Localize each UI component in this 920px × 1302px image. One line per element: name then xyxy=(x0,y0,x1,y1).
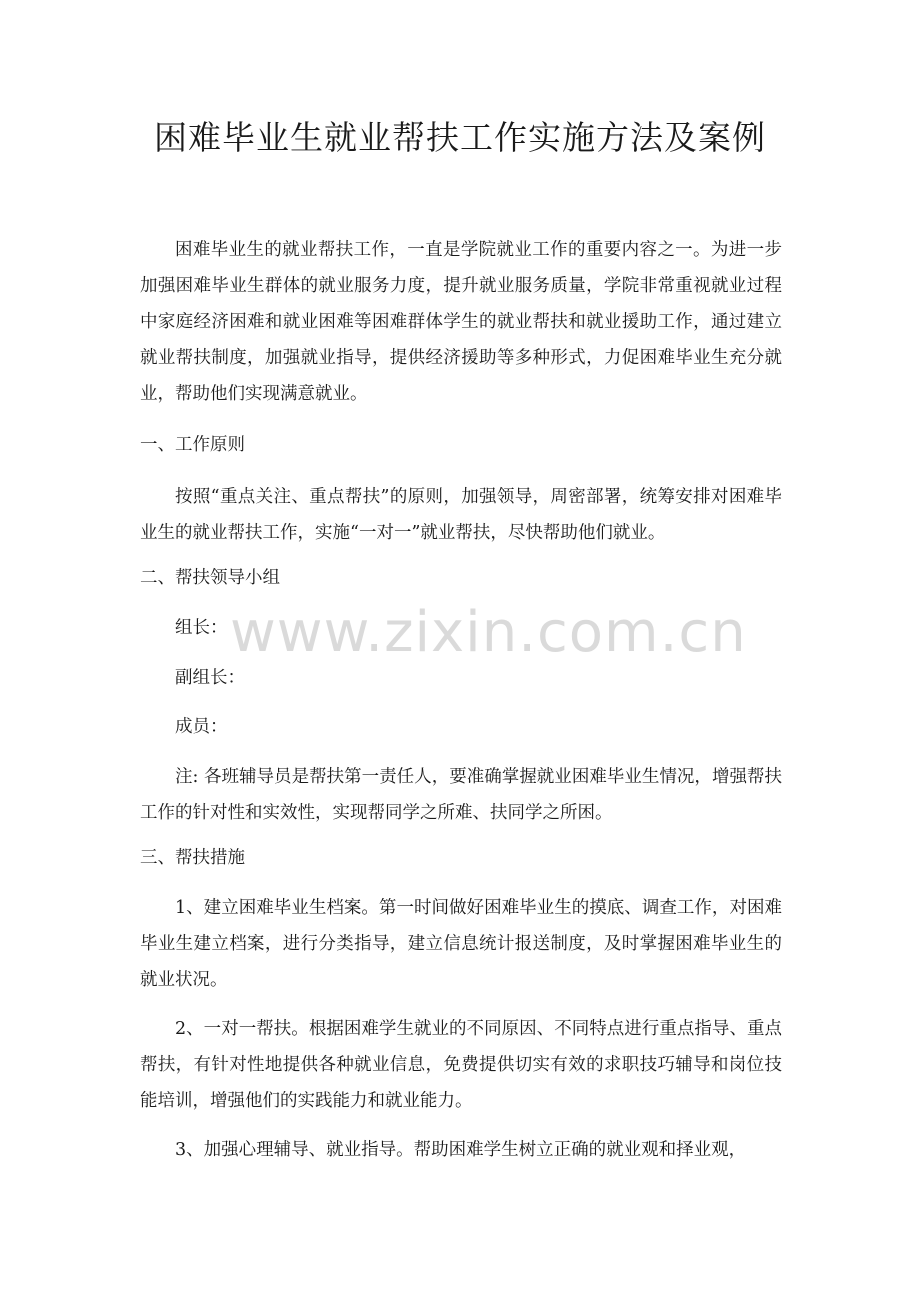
section-3-heading: 三、帮扶措施 xyxy=(140,848,245,868)
intro-paragraph: 困难毕业生的就业帮扶工作，一直是学院就业工作的重要内容之一。为进一步加强困难毕业生群体的就业服务力度，提升就业服务质量，学院非常重视就业过程中家庭经济困难和就业困难等困难群体学生的就业帮扶和就业援助工作，通过建立就业帮扶制度，加强就业指导，提供经济援助等多种形式，力促困难毕业生充分就业，帮助他们实现满意就业。 xyxy=(140,240,782,404)
measure-2-paragraph: 2、一对一帮扶。根据困难学生就业的不同原因、不同特点进行重点指导、重点帮扶，有针对性地提供各种就业信息，免费提供切实有效的求职技巧辅导和岗位技能培训，增强他们的实践能力和就业能力。 xyxy=(140,1019,782,1111)
leader-line: 组长： xyxy=(175,618,228,638)
watermark: www.zixin.com.cn xyxy=(230,600,747,665)
section-2-heading: 二、帮扶领导小组 xyxy=(140,568,280,588)
section-1-paragraph: 按照“重点关注、重点帮扶”的原则，加强领导，周密部署，统筹安排对困难毕业生的就业帮扶工作，实施“一对一”就业帮扶，尽快帮助他们就业。 xyxy=(140,487,782,543)
deputy-leader-line: 副组长： xyxy=(175,668,245,688)
members-line: 成员： xyxy=(175,717,228,737)
note-paragraph: 注: 各班辅导员是帮扶第一责任人，要准确掌握就业困难毕业生情况，增强帮扶工作的针对性和实效性，实现帮同学之所难、扶同学之所困。 xyxy=(140,767,782,823)
measure-3-paragraph: 3、加强心理辅导、就业指导。帮助困难学生树立正确的就业观和择业观， xyxy=(175,1140,747,1160)
measure-1-paragraph: 1、建立困难毕业生档案。第一时间做好困难毕业生的摸底、调查工作，对困难毕业生建立档案，进行分类指导，建立信息统计报送制度，及时掌握困难毕业生的就业状况。 xyxy=(140,898,782,990)
section-1-heading: 一、工作原则 xyxy=(140,435,245,455)
document-title: 困难毕业生就业帮扶工作实施方法及案例 xyxy=(154,118,766,157)
